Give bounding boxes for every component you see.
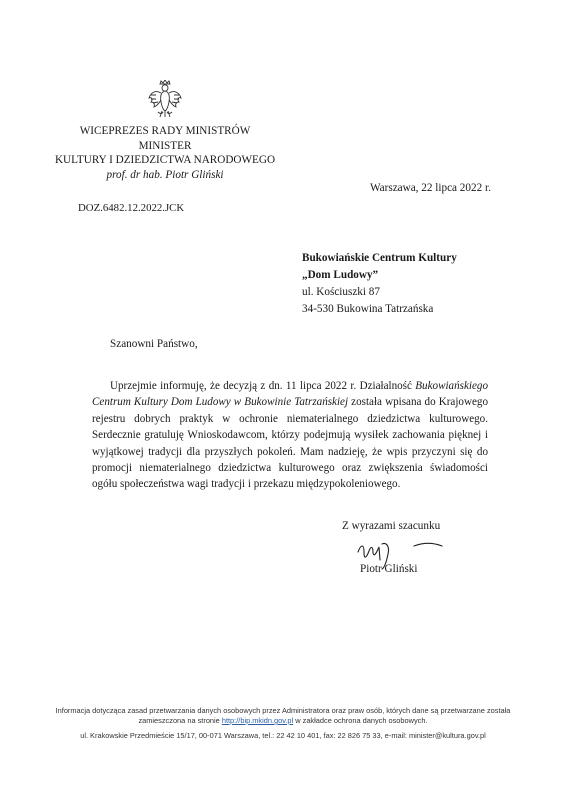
letterhead-title: WICEPREZES RADY MINISTRÓW [79,125,251,137]
privacy-text-2: w zakładce ochrona danych osobowych. [293,716,428,725]
letterhead [40,124,290,182]
privacy-notice [50,706,516,726]
letter-body [92,378,488,493]
signer-name: Piotr Gliński [360,563,418,575]
recipient-street: ul. Kościuszki 87 [302,286,380,298]
bip-link[interactable]: http://bip.mkidn.gov.pl [221,716,294,725]
recipient-address [302,250,457,318]
recipient-city: 34-530 Bukowina Tatrzańska [302,303,434,315]
closing: Z wyrazami szacunku [342,520,441,532]
letter-date: Warszawa, 22 lipca 2022 r. [370,182,491,194]
ministry-address: ul. Krakowskie Przedmieście 15/17, 00-071 Warszawa, tel.: 22 42 10 401, fax: 22 826 75 33, e-mail: minister@kultura.gov.pl [80,731,486,740]
salutation: Szanowni Państwo, [110,338,198,350]
letterhead-minister: MINISTER [138,139,192,152]
letterhead-ministry: KULTURY I DZIEDZICTWA NARODOWEGO [54,154,276,166]
polish-eagle-emblem-icon [148,80,182,118]
body-text-part1: Uprzejmie informuję, że decyzją z dn. 11 lipca 2022 r. Działalność [110,380,416,392]
reference-number: DOZ.6482.12.2022.JCK [78,202,185,214]
privacy-text-1: Informacja dotycząca zasad przetwarzania danych osobowych przez Administratora oraz praw osób, których dane są przetwarzane została zamieszczona na stronie [55,706,511,725]
body-text-part2: została wpisana do Krajowego rejestru dobrych praktyk w ochronie niematerialnego dziedzictwa kulturowego. Serdecznie gratuluję Wnioskodawcom, którzy podejmują wysiłek zachowania pięknej i wyjątkowej tradycji dla przyszłych pokoleń. Mam nadzieję, że wpis przyczyni się do promocji niematerialnego dziedzictwa kulturowego oraz zwiększenia świadomości ogółu społeczeństwa wagi tradycji i przekazu międzypokoleniowego. [92,396,488,491]
recipient-name-2: „Dom Ludowy” [302,269,379,281]
letterhead-name: prof. dr hab. Piotr Gliński [106,168,224,181]
recipient-name: Bukowiańskie Centrum Kultury [302,252,457,264]
body-text-italic: Bukowiańskiego Centrum Kultury Dom Ludowy w Bukowinie Tatrzańskiej [92,380,488,409]
